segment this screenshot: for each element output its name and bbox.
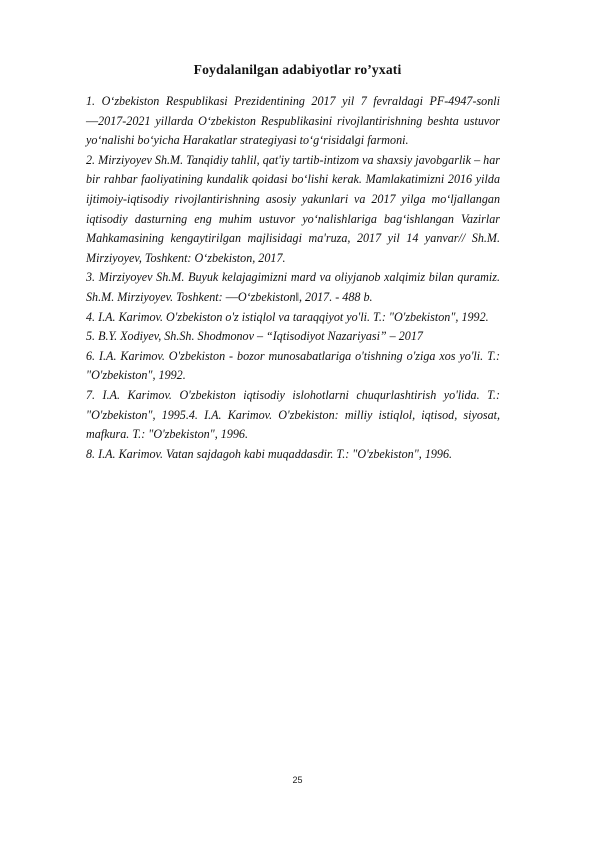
reference-item-3: 3. Mirziyoyev Sh.M. Buyuk kelajagimizni mard va oliyjanob xalqimiz bilan quramiz. Sh.M. Mirziyoyev. Toshkent: ―O‘zbekiston‖, 2017. - 488 b. <box>86 270 500 304</box>
reference-item-4: 4. I.A. Karimov. O'zbekiston o'z istiqlol va taraqqiyot yo'li. T.: "O'zbekiston", 1992. <box>86 309 489 324</box>
page-number: 25 <box>292 775 303 785</box>
reference-item-5: 5. B.Y. Xodiyev, Sh.Sh. Shodmonov – “Iqtisodiyot Nazariyasi” – 2017 <box>86 329 423 344</box>
reference-list <box>86 92 500 464</box>
reference-item-2: 2. Mirziyoyev Sh.M. Tanqidiy tahlil, qat'iy tartib-intizom va shaxsiy javobgarlik – har bir rahbar faoliyatining kundalik qoidasi bo‘lishi kerak. Mamlakatimizni 2016 yilda ijtimoiy-iqtisodiy rivojlantirishning asosiy yakunlari va 2017 yilga mo‘ljallangan iqtisodiy dasturning eng muhim ustuvor yo‘nalishlariga bag‘ishlangan Vazirlar Mahkamasining kengaytirilgan majlisidagi ma'ruza, 2017 yil 14 yanvar// Sh.M. Mirziyoyev, Toshkent: O‘zbekiston, 2017. <box>86 152 500 265</box>
reference-item-1: 1. O‘zbekiston Respublikasi Prezidentining 2017 yil 7 fevraldagi PF-4947-sonli ―2017-2021 yillarda O‘zbekiston Respublikasini rivojlantirishning beshta ustuvor yo‘nalishi bo‘yicha Harakatlar strategiyasi to‘g‘risida‖gi farmoni. <box>86 94 500 148</box>
reference-item-8: 8. I.A. Karimov. Vatan sajdagoh kabi muqaddasdir. T.: "O'zbekiston", 1996. <box>86 446 453 461</box>
page-title: Foydalanilgan adabiyotlar ro’yxati <box>193 62 402 77</box>
reference-item-6: 6. I.A. Karimov. O'zbekiston - bozor munosabatlariga o'tishning o'ziga xos yo'li. T.: "O'zbekiston", 1992. <box>86 348 500 383</box>
reference-item-7: 7. I.A. Karimov. O'zbekiston iqtisodiy islohotlarni chuqurlashtirish yo'lida. T.: "O'zbekiston", 1995.4. I.A. Karimov. O'zbekiston: milliy istiqlol, iqtisod, siyosat, mafkura. T.: "O'zbekiston", 1996. <box>86 387 500 442</box>
